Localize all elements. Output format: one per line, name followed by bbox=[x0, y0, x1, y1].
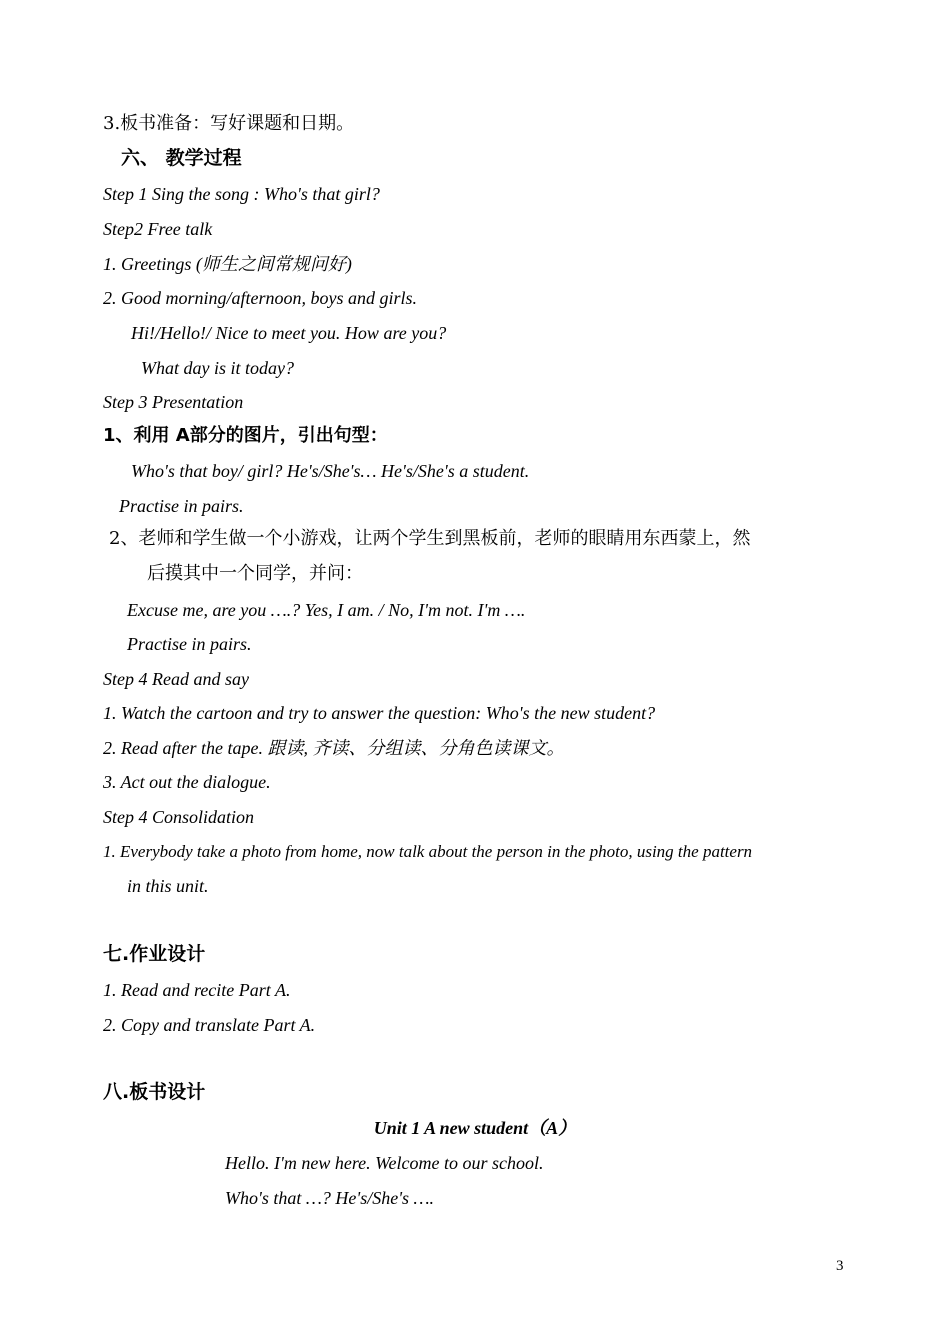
page-number: 3 bbox=[836, 1258, 844, 1274]
step-3: Step 3 Presentation bbox=[103, 392, 244, 412]
consolidation-item-1-cont: in this unit. bbox=[127, 876, 209, 896]
presentation-sentence: Who's that boy/ girl? He's/She's… He's/She's a student. bbox=[131, 461, 530, 481]
greeting-line-4: What day is it today? bbox=[141, 358, 294, 378]
board-line-1: Hello. I'm new here. Welcome to our school. bbox=[225, 1153, 544, 1173]
read-item-3: 3. Act out the dialogue. bbox=[103, 772, 271, 792]
presentation-item-1: 1、利用 A部分的图片，引出句型： bbox=[103, 425, 388, 446]
section-heading-homework: 七.作业设计 bbox=[103, 943, 206, 965]
section-heading-teaching-process: 六、 教学过程 bbox=[121, 147, 242, 169]
section-heading-board-design: 八.板书设计 bbox=[103, 1081, 206, 1103]
prep-item-3: 3.板书准备：写好课题和日期。 bbox=[103, 113, 355, 134]
greeting-item-1: 1. Greetings (师生之间常规问好) bbox=[103, 254, 352, 274]
presentation-practise-2: Practise in pairs. bbox=[127, 634, 252, 654]
step-4-read: Step 4 Read and say bbox=[103, 669, 249, 689]
step-1: Step 1 Sing the song : Who's that girl? bbox=[103, 184, 380, 204]
greeting-line-3: Hi!/Hello!/ Nice to meet you. How are you? bbox=[131, 323, 447, 343]
presentation-item-2: 2、老师和学生做一个小游戏，让两个学生到黑板前，老师的眼睛用东西蒙上，然 bbox=[109, 528, 751, 549]
read-item-2: 2. Read after the tape. 跟读, 齐读、分组读、分角色读课文。 bbox=[103, 738, 565, 758]
board-line-2: Who's that …? He's/She's …. bbox=[225, 1188, 435, 1208]
step-4-consolidation: Step 4 Consolidation bbox=[103, 807, 255, 827]
greeting-item-2: 2. Good morning/afternoon, boys and girls. bbox=[103, 288, 418, 308]
consolidation-item-1: 1. Everybody take a photo from home, now talk about the person in the photo, using the pattern bbox=[103, 842, 753, 861]
homework-item-2: 2. Copy and translate Part A. bbox=[103, 1015, 316, 1035]
presentation-dialogue: Excuse me, are you ….? Yes, I am. / No, I'm not. I'm …. bbox=[127, 600, 526, 620]
homework-item-1: 1. Read and recite Part A. bbox=[103, 980, 291, 1000]
board-title: Unit 1 A new student（A） bbox=[373, 1118, 577, 1138]
step-2: Step2 Free talk bbox=[103, 219, 213, 239]
presentation-practise-1: Practise in pairs. bbox=[119, 496, 244, 516]
presentation-item-2-cont: 后摸其中一个同学，并问： bbox=[147, 563, 363, 584]
read-item-1: 1. Watch the cartoon and try to answer the question: Who's the new student? bbox=[103, 703, 656, 723]
